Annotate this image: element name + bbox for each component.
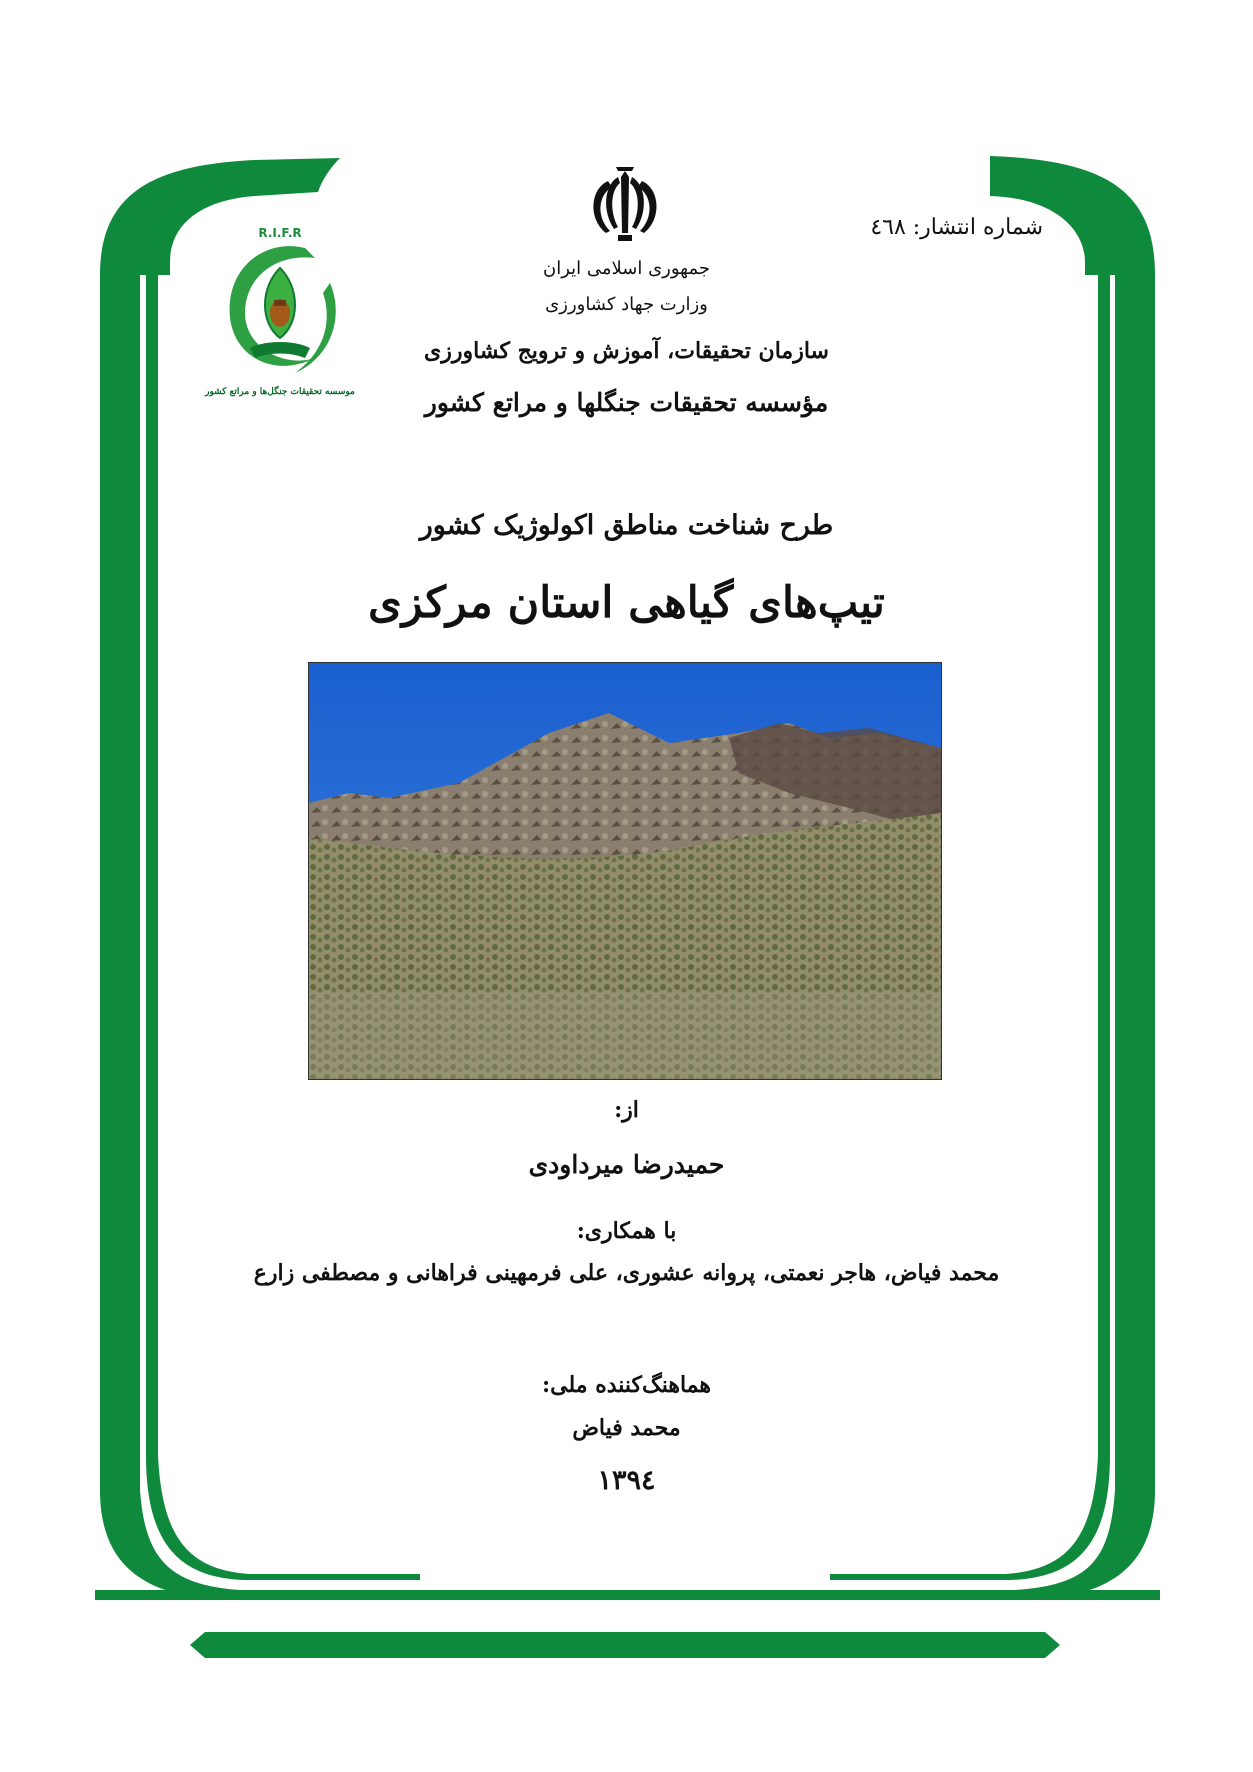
iran-emblem-icon (578, 163, 673, 243)
rangeland-hillside-photo (309, 663, 941, 1079)
organization-name: سازمان تحقیقات، آموزش و ترویج کشاورزی (424, 338, 829, 364)
frame-right-outer-bar (1115, 275, 1155, 1495)
author-name: حمیدرضا میرداودی (528, 1150, 725, 1179)
cover-photo (308, 662, 942, 1080)
publication-number: شماره انتشار: ٤٦٨ (870, 215, 1043, 240)
project-title: طرح شناخت مناطق اکولوژیک کشور (419, 510, 834, 541)
country-name: جمهوری اسلامی ایران (543, 258, 710, 279)
logo-caption: موسسه تحقیقات جنگل‌ها و مراتع کشور (205, 387, 355, 397)
collaboration-label: با همکاری: (576, 1218, 677, 1244)
publication-year: ۱۳۹٤ (597, 1465, 656, 1496)
institute-name: مؤسسه تحقیقات جنگلها و مراتع کشور (424, 388, 829, 417)
frame-left-outer-bar (100, 275, 140, 1495)
coordinator-label: هماهنگ‌کننده ملی: (542, 1372, 711, 1398)
coordinator-name: محمد فیاض (572, 1415, 681, 1441)
frame-bottom-bar (190, 1632, 1060, 1658)
ministry-name: وزارت جهاد کشاورزی (545, 294, 708, 315)
logo-letters: R.I.F.R (258, 226, 302, 240)
by-label: از: (614, 1097, 639, 1123)
collaborators-list: محمد فیاض، هاجر نعمتی، پروانه عشوری، علی فرمهینی فراهانی و مصطفی زارع (253, 1260, 1000, 1286)
main-title: تیپ‌های گیاهی استان مرکزی (368, 578, 885, 628)
